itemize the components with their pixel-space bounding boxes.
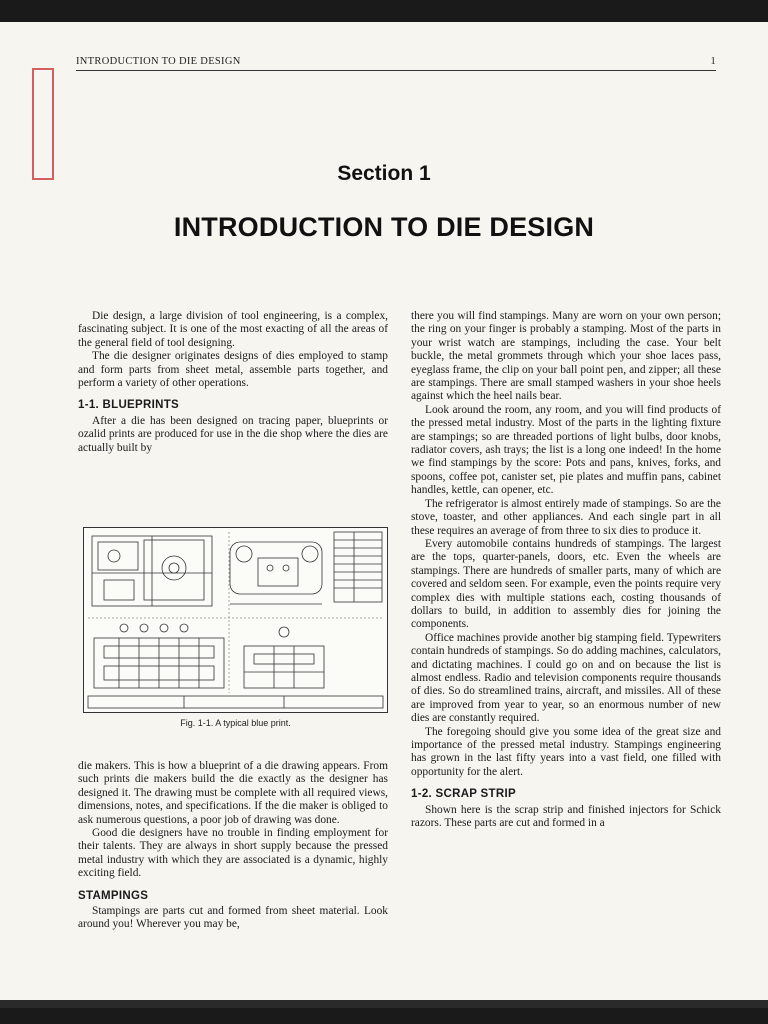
blueprint-drawing (84, 528, 387, 712)
paragraph: Look around the room, any room, and you will find products of the pressed metal industry. Most of the parts in the lighting fixture are stampings; so are threaded portions of light bulbs, door knobs, radiator covers, ash trays; the list is a long one indeed! In the home we find stampings by the score: Pots and pans, knives, forks, and spoons, coffee pot, canister set, pie plates and muffin pans, cabinet handles, kettle, can opener, etc. (411, 403, 721, 497)
paragraph: After a die has been designed on tracing paper, blueprints or ozalid prints are produced for use in the die shop where the dies are actually built by (78, 414, 388, 454)
section-heading-stampings: STAMPINGS (78, 889, 149, 902)
paragraph: Every automobile contains hundreds of stampings. The largest are the tops, quarter-panels, doors, etc. Even the wheels are stampings. There are hundreds of smaller parts, many of which are covered and seldom seen. For example, even the points require very complex dies with multiple stations each, costing thousands of dollars to build, in addition to assembly dies for joining the components. (411, 537, 721, 631)
paragraph: Die design, a large division of tool engineering, is a complex, fascinating subject. It is one of the most exacting of all the areas of the general field of tool designing. (78, 310, 388, 349)
paragraph: The die designer originates designs of dies employed to stamp and form parts from sheet metal, assemble parts together, and perform a variety of other operations. (78, 350, 388, 390)
paragraph: The foregoing should give you some idea of the great size and importance of the pressed metal industry. Stampings engineering has grown in the last fifty years into a vast field, one filled with opportunity for the alert. (411, 725, 721, 778)
running-header (76, 56, 716, 71)
section-heading-scrap-strip: 1-2. SCRAP STRIP (411, 788, 516, 801)
page-number: 1 (710, 56, 716, 67)
figure-caption: Fig. 1-1. A typical blue print. (180, 718, 291, 728)
page-bottom-edge (0, 1000, 768, 1008)
running-title: INTRODUCTION TO DIE DESIGN (76, 56, 241, 67)
paragraph: Good die designers have no trouble in finding employment for their talents. They are always in short supply because the pressed metal industry with which they are associated is a dynamic, highly exciting field. (78, 827, 388, 880)
paragraph: die makers. This is how a blueprint of a die drawing appears. From such prints die makers build the die exactly as the designer has designed it. The drawing must be complete with all required views, dimensions, notes, and specifications. If the die maker is obliged to ask numerous questions, a poor job of drawing was done. (78, 760, 388, 826)
paragraph: Shown here is the scrap strip and finished injectors for Schick razors. These parts are cut and formed in a (411, 803, 721, 830)
paragraph: Office machines provide another big stamping field. Typewriters contain hundreds of stampings. So do adding machines, calculators, and dictating machines. I could go on and on because the list is almost endless. Radio and television components require thousands of dies. So do streamlined trains, aircraft, and missiles. All of these are improved from year to year, so an enormous number of new dies are constantly required. (411, 631, 721, 725)
right-column (411, 310, 721, 830)
paragraph: there you will find stampings. Many are worn on your own person; the ring on your finger is probably a stamping. Most of the parts in your wrist watch are stampings, including the case. Your belt buckle, the metal grommets through which your shoe laces pass, eyeglass frame, the clip on your ball point pen, and zipper; all these are stampings. There are small stamped washers in your shoe heels against which the heel nails bear. (411, 310, 721, 403)
chapter-title: INTRODUCTION TO DIE DESIGN (173, 212, 595, 242)
paragraph: The refrigerator is almost entirely made of stampings. So are the stove, toaster, and other appliances. And each single part in all these requires an average of from three to six dies to produce it. (411, 497, 721, 537)
paragraph: Stampings are parts cut and formed from sheet material. Look around you! Wherever you may be, (78, 905, 388, 931)
left-column-top (78, 310, 388, 455)
left-column-bottom (78, 760, 388, 932)
blueprint-figure (83, 527, 388, 713)
section-heading-blueprints: 1-1. BLUEPRINTS (78, 399, 179, 412)
section-label: Section 1 (337, 162, 431, 185)
book-page (0, 22, 768, 1008)
